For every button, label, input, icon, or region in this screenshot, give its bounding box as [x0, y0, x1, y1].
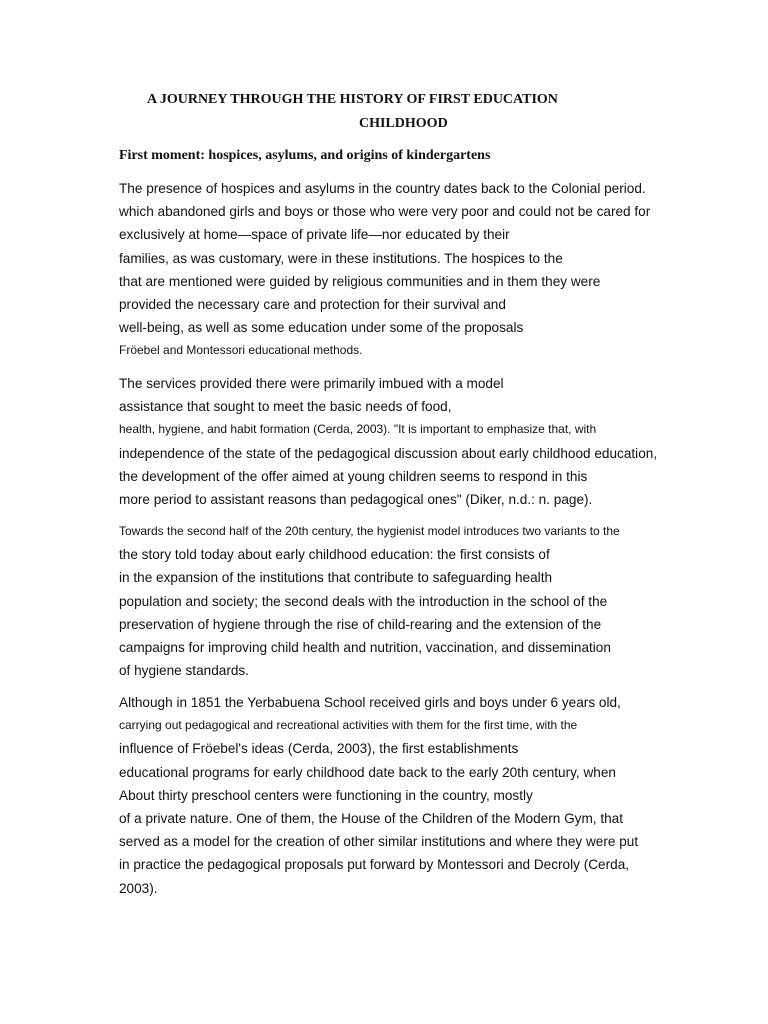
paragraph-line: influence of Fröebel's ideas (Cerda, 2003), the first establishments — [119, 741, 519, 757]
paragraph-line: educational programs for early childhood date back to the early 20th century, when — [119, 764, 616, 780]
paragraph-4 — [119, 691, 719, 900]
paragraph-line: campaigns for improving child health and nutrition, vaccination, and dissemination — [119, 639, 611, 655]
paragraph-line: of hygiene standards. — [119, 663, 249, 679]
section-heading: First moment: hospices, asylums, and origins of kindergartens — [119, 148, 491, 163]
paragraph-line: families, as was customary, were in these institutions. The hospices to the — [119, 250, 563, 266]
paragraph-line: well-being, as well as some education under some of the proposals — [119, 320, 524, 336]
paragraph-line: in the expansion of the institutions that contribute to safeguarding health — [119, 570, 553, 586]
paragraph-2 — [119, 372, 719, 511]
paragraph-line: Although in 1851 the Yerbabuena School received girls and boys under 6 years old, — [119, 695, 621, 710]
paragraph-line: population and society; the second deals with the introduction in the school of the — [119, 593, 608, 609]
paragraph-line: Fröebel and Montessori educational methods. — [119, 343, 363, 358]
paragraph-line: exclusively at home—space of private life—nor educated by their — [119, 227, 510, 243]
document-title-line-2: CHILDHOOD — [359, 116, 448, 131]
paragraph-line: independence of the state of the pedagogical discussion about early childhood education, — [119, 445, 658, 461]
paragraph-line: Towards the second half of the 20th century, the hygienist model introduces two variants to the — [119, 524, 620, 538]
paragraph-3 — [119, 520, 719, 682]
paragraph-line: carrying out pedagogical and recreational activities with them for the first time, with the — [119, 718, 578, 733]
paragraph-line: which abandoned girls and boys or those who were very poor and could not be cared for — [119, 204, 651, 220]
paragraph-line: of a private nature. One of them, the House of the Children of the Modern Gym, that — [119, 810, 623, 826]
paragraph-line: preservation of hygiene through the rise of child-rearing and the extension of the — [119, 616, 602, 632]
paragraph-line: health, hygiene, and habit formation (Cerda, 2003). "It is important to emphasize that, with — [119, 422, 597, 437]
paragraph-line: provided the necessary care and protection for their survival and — [119, 296, 506, 312]
paragraph-line: The services provided there were primarily imbued with a model — [119, 376, 504, 391]
paragraph-line: that are mentioned were guided by religious communities and in them they were — [119, 273, 601, 289]
paragraph-line: About thirty preschool centers were functioning in the country, mostly — [119, 787, 533, 803]
paragraph-line: the development of the offer aimed at young children seems to respond in this — [119, 468, 588, 484]
document-title-line-1: A JOURNEY THROUGH THE HISTORY OF FIRST EDUCATION — [147, 92, 558, 107]
paragraph-1 — [119, 177, 719, 363]
paragraph-line: more period to assistant reasons than pedagogical ones" (Diker, n.d.: n. page). — [119, 491, 593, 507]
paragraph-line: The presence of hospices and asylums in the country dates back to the Colonial period. — [119, 181, 646, 196]
paragraph-line: in practice the pedagogical proposals put forward by Montessori and Decroly (Cerda, — [119, 857, 630, 873]
paragraph-line: served as a model for the creation of other similar institutions and where they were put — [119, 834, 639, 850]
paragraph-line: the story told today about early childhood education: the first consists of — [119, 547, 550, 563]
paragraph-line: 2003). — [119, 880, 158, 896]
paragraph-line: assistance that sought to meet the basic needs of food, — [119, 399, 452, 415]
